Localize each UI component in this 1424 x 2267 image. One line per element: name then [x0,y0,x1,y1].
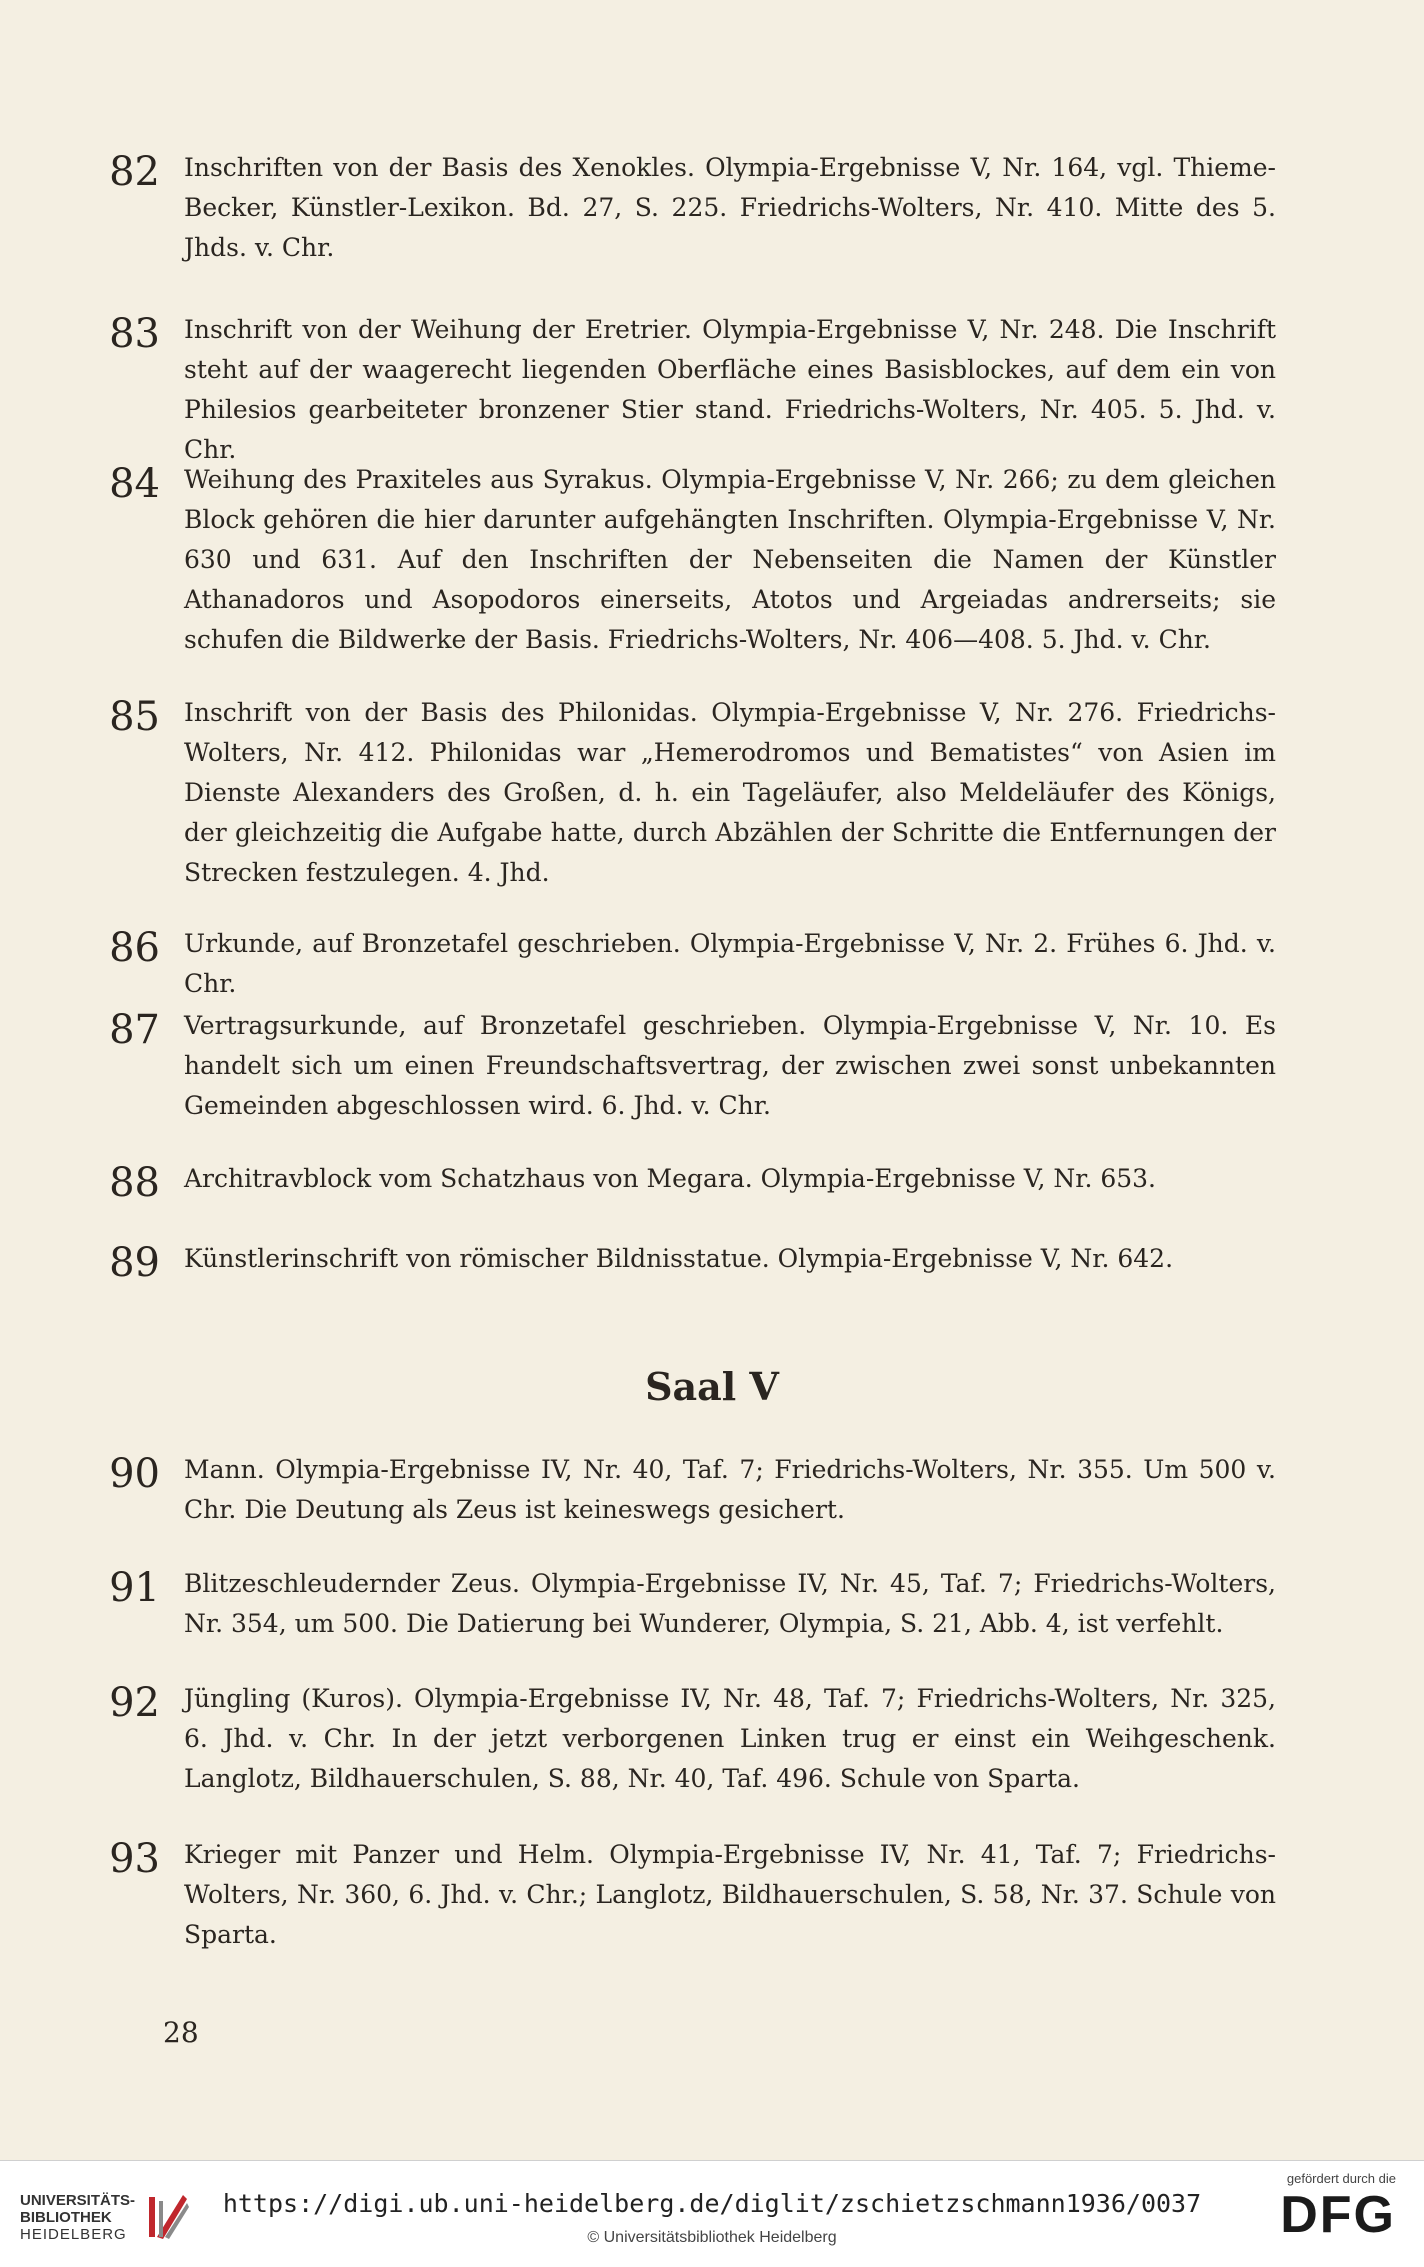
catalog-entry-86 [96,925,1276,1008]
entry-text: Vertragsurkunde, auf Bronzetafel geschrieben. Olympia-Ergebnisse V, Nr. 10. Es handelt sich um einen Freundschaftsvertrag, der zwischen zwei sonst unbekannten Gemeinden abgeschlossen wird. 6. Jhd. v. Chr. [184,1011,1276,1120]
entry-text: Inschrift von der Weihung der Eretrier. Olympia-Ergebnisse V, Nr. 248. Die Inschrift steht auf der waagerecht liegenden Oberfläche eines Basisblockes, auf dem ein von Philesios gearbeiteter bronzener Stier stand. Friedrichs-Wolters, Nr. 405. 5. Jhd. v. Chr. [184,315,1276,464]
catalog-entry-89 [96,1240,1276,1286]
entry-text: Krieger mit Panzer und Helm. Olympia-Ergebnisse IV, Nr. 41, Taf. 7; Friedrichs-Wolters, Nr. 360, 6. Jhd. v. Chr.; Langlotz, Bildhauerschulen, S. 58, Nr. 37. Schule von Sparta. [184,1840,1276,1949]
entry-number: 91 [109,1565,160,1611]
entry-number: 86 [109,925,160,971]
catalog-entry-93 [96,1836,1276,1959]
entry-number: 92 [109,1680,160,1726]
entry-number: 82 [109,149,160,195]
entry-number: 90 [109,1451,160,1497]
entry-number: 89 [109,1240,160,1286]
dfg-wordmark: DFG [1280,2186,1396,2244]
entry-number: 93 [109,1836,160,1882]
catalog-entry-83 [96,311,1276,474]
page-number: 28 [163,2016,199,2049]
catalog-entry-84 [96,461,1276,664]
catalog-entry-90 [96,1451,1276,1534]
document-url-link[interactable]: https://digi.ub.uni-heidelberg.de/diglit/zschietzschmann1936/0037 [222,2189,1202,2218]
catalog-entry-91 [96,1565,1276,1648]
entry-text: Inschriften von der Basis des Xenokles. Olympia-Ergebnisse V, Nr. 164, vgl. Thieme-Becker, Künstler-Lexikon. Bd. 27, S. 225. Friedrichs-Wolters, Nr. 410. Mitte des 5. Jhds. v. Chr. [184,153,1276,262]
section-heading: Saal V [645,1364,779,1409]
catalog-entry-85 [96,694,1276,897]
entry-number: 85 [109,694,160,740]
entry-number: 84 [109,461,160,507]
catalog-entry-92 [96,1680,1276,1803]
funding-caption: gefördert durch die [1286,2171,1396,2186]
entry-text: Architravblock vom Schatzhaus von Megara. Olympia-Ergebnisse V, Nr. 653. [184,1164,1156,1193]
entry-number: 83 [109,311,160,357]
catalog-entry-88 [96,1160,1276,1206]
entry-text: Inschrift von der Basis des Philonidas. Olympia-Ergebnisse V, Nr. 276. Friedrichs-Wolters, Nr. 412. Philonidas war „Hemerodromos und Bematistes“ von Asien im Dienste Alexanders des Großen, d. h. ein Tageläufer, also Meldeläufer des Königs, der gleichzeitig die Aufgabe hatte, durch Abzählen der Schritte die Entfernungen der Strecken festzulegen. 4. Jhd. [184,698,1276,887]
catalog-entry-87 [96,1007,1276,1130]
entry-number: 88 [109,1160,160,1206]
viewer-footer [0,2160,1424,2267]
entry-text: Jüngling (Kuros). Olympia-Ergebnisse IV, Nr. 48, Taf. 7; Friedrichs-Wolters, Nr. 325, 6. Jhd. v. Chr. In der jetzt verborgenen Linken trug er einst ein Weihgeschenk. Langlotz, Bildhauerschulen, S. 88, Nr. 40, Taf. 496. Schule von Sparta. [184,1684,1276,1793]
entry-number: 87 [109,1007,160,1053]
entry-text: Urkunde, auf Bronzetafel geschrieben. Olympia-Ergebnisse V, Nr. 2. Frühes 6. Jhd. v. Chr. [184,929,1276,998]
entry-text: Blitzeschleudernder Zeus. Olympia-Ergebnisse IV, Nr. 45, Taf. 7; Friedrichs-Wolters, Nr. 354, um 500. Die Datierung bei Wunderer, Olympia, S. 21, Abb. 4, ist verfehlt. [184,1569,1276,1638]
entry-text: Mann. Olympia-Ergebnisse IV, Nr. 40, Taf. 7; Friedrichs-Wolters, Nr. 355. Um 500 v. Chr. Die Deutung als Zeus ist keineswegs gesichert. [184,1455,1276,1524]
entry-text: Weihung des Praxiteles aus Syrakus. Olympia-Ergebnisse V, Nr. 266; zu dem gleichen Block gehören die hier darunter aufgehängten Inschriften. Olympia-Ergebnisse V, Nr. 630 und 631. Auf den Inschriften der Nebenseiten die Namen der Künstler Athanadoros und Asopodoros einerseits, Atotos und Argeiadas andrerseits; sie schufen die Bildwerke der Basis. Friedrichs-Wolters, Nr. 406—408. 5. Jhd. v. Chr. [184,465,1276,654]
library-name: UNIVERSITÄTS- BIBLIOTHEK HEIDELBERG [20,2191,136,2243]
entry-text: Künstlerinschrift von römischer Bildnisstatue. Olympia-Ergebnisse V, Nr. 642. [184,1244,1174,1273]
copyright-notice: © Universitätsbibliothek Heidelberg [587,2229,837,2246]
dfg-logo[interactable] [1246,2171,1396,2261]
catalog-entry-82 [96,149,1276,272]
